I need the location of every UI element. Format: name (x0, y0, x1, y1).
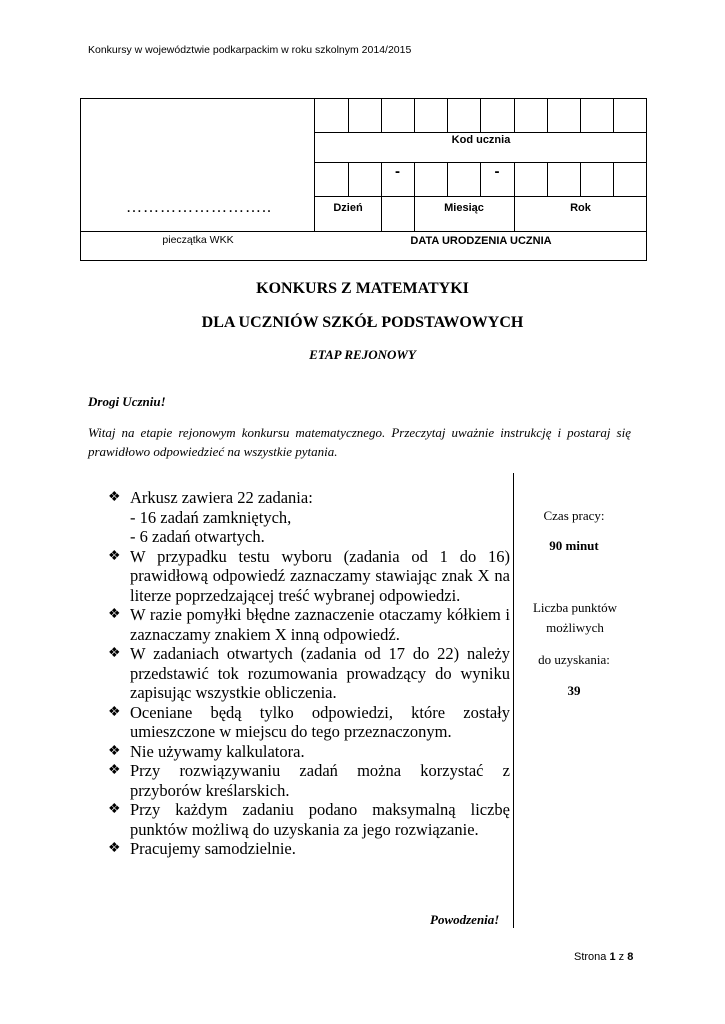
year-label: Rok (570, 202, 591, 214)
greeting: Drogi Uczniu! (88, 394, 166, 409)
rule-subitem: - 6 zadań otwartych. (130, 527, 265, 546)
contest-audience: DLA UCZNIÓW SZKÓŁ PODSTAWOWYCH (201, 314, 524, 331)
rule-subitem: - 16 zadań zamkniętych, (130, 507, 292, 527)
diamond-bullet-icon: ❖ (108, 646, 121, 661)
rule-item (108, 605, 510, 644)
rule-text: W przypadku testu wyboru (zadania od 1 do 16) prawidłową odpowiedź zaznaczamy stawiając znak X na literze poprzedzającej treść wybranej odpowiedzi. (130, 546, 510, 605)
contest-stage: ETAP REJONOWY (309, 347, 416, 362)
time-label: Czas pracy: (543, 508, 605, 523)
rule-text: Arkusz zawiera 22 zadania: (130, 488, 313, 507)
points-label: Liczba punktów możliwych (532, 600, 618, 635)
rule-text: Pracujemy samodzielnie. (130, 839, 296, 858)
rule-text: W razie pomyłki błędne zaznaczenie otaczamy kółkiem i zaznaczamy znakiem X inną odpowiedź. (130, 605, 510, 644)
month-label: Miesiąc (444, 202, 484, 214)
rule-text: W zadaniach otwartych (zadania od 17 do 22) należy przedstawić tok rozumowania prowadzący do wyniku zapisując wszystkie obliczenia. (130, 644, 510, 702)
time-value: 90 minut (549, 538, 599, 553)
rule-text: Nie używamy kalkulatora. (130, 741, 305, 761)
diamond-bullet-icon: ❖ (108, 607, 121, 622)
rule-text: Oceniane będą tylko odpowiedzi, które zostały umieszczone w miejscu do tego przeznaczonym. (130, 702, 510, 741)
diamond-bullet-icon: ❖ (108, 802, 121, 817)
rule-item (108, 703, 510, 742)
rule-item (108, 839, 510, 859)
diamond-bullet-icon: ❖ (108, 763, 121, 778)
page-number: Strona 1 z 8 (574, 951, 634, 963)
rule-item (108, 547, 510, 606)
intro-text: Witaj na etapie rejonowym konkursu matematycznego. Przeczytaj uważnie instrukcję i postaraj się prawidłowo odpowiedzieć na wszystkie pytania. (88, 425, 631, 459)
points-label-2: do uzyskania: (538, 652, 610, 667)
page-header: Konkursy w województwie podkarpackim w roku szkolnym 2014/2015 (88, 44, 412, 56)
points-value: 39 (567, 683, 581, 698)
diamond-bullet-icon: ❖ (108, 704, 121, 720)
rule-text: Przy każdym zadaniu podano maksymalną liczbę punktów możliwą do uzyskania za jego rozwiązanie. (130, 800, 510, 839)
rule-item (108, 644, 510, 703)
day-label: Dzień (333, 202, 363, 214)
rule-item (108, 800, 510, 839)
closing-text: Powodzenia! (430, 912, 500, 927)
rule-item (108, 742, 510, 762)
rule-item (108, 761, 510, 800)
rule-item (108, 488, 510, 547)
student-code-table (80, 98, 647, 261)
diamond-bullet-icon: ❖ (108, 548, 121, 564)
student-code-label: Kod ucznia (451, 134, 511, 146)
stamp-dots: …………………….. (126, 199, 272, 216)
rules-list (108, 488, 510, 859)
diamond-bullet-icon: ❖ (108, 490, 121, 505)
diamond-bullet-icon: ❖ (108, 841, 121, 856)
date-dash-2: - (494, 163, 500, 180)
stamp-area (81, 99, 315, 231)
diamond-bullet-icon: ❖ (108, 743, 121, 759)
date-dash-1: - (395, 163, 400, 180)
rule-text: Przy rozwiązywaniu zadań można korzystać z przyborów kreślarskich. (130, 761, 510, 800)
stamp-label: pieczątka WKK (162, 234, 234, 246)
birth-date-label: DATA URODZENIA UCZNIA (410, 235, 552, 247)
contest-title: KONKURS Z MATEMATYKI (256, 280, 469, 297)
